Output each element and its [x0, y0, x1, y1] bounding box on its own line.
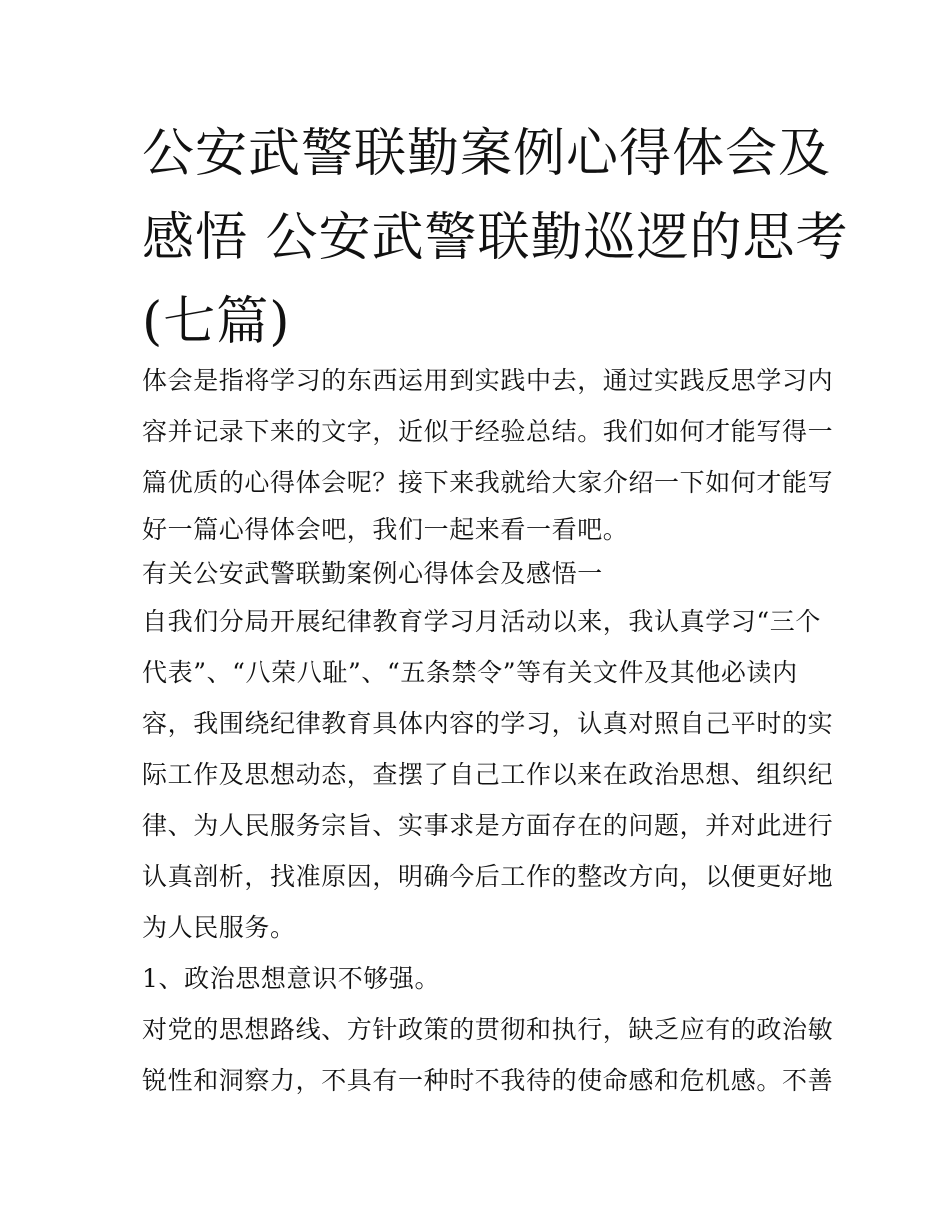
text-line: 好一篇心得体会吧，我们一起来看一看吧。 [142, 515, 629, 544]
text-line: 体会是指将学习的东西运用到实践中去，通过实践反思学习内 [142, 366, 834, 395]
title-line: 公安武警联勤案例心得体会及 [142, 124, 832, 184]
text-line: 自我们分局开展纪律教育学习月活动以来，我认真学习“三个 [142, 607, 821, 636]
paragraph [142, 1004, 834, 1106]
text-line: 认真剖析，找准原因，明确今后工作的整改方向，以便更好地 [142, 862, 834, 891]
paragraph [142, 596, 834, 953]
title-line: (七篇) [142, 292, 291, 352]
document-title [142, 112, 849, 364]
text-line: 为人民服务。 [142, 913, 296, 942]
text-line: 容并记录下来的文字，近似于经验总结。我们如何才能写得一 [142, 417, 834, 446]
intro-paragraph [142, 355, 834, 552]
text-line: 律、为人民服务宗旨、实事求是方面存在的问题，并对此进行 [142, 811, 834, 840]
title-line: 感悟 公安武警联勤巡逻的思考 [142, 208, 849, 268]
text-line: 代表”、“八荣八耻”、“五条禁令”等有关文件及其他必读内 [142, 658, 798, 687]
text-line: 容，我围绕纪律教育具体内容的学习，认真对照自己平时的实 [142, 709, 834, 738]
text-line: 对党的思想路线、方针政策的贯彻和执行，缺乏应有的政治敏 [142, 1015, 834, 1044]
item-heading: 1、政治思想意识不够强。 [142, 964, 441, 993]
text-line: 篇优质的心得体会呢？接下来我就给大家介绍一下如何才能写 [142, 468, 834, 497]
document-body [142, 355, 834, 1106]
section-heading: 有关公安武警联勤案例心得体会及感悟一 [142, 559, 603, 588]
text-line: 锐性和洞察力，不具有一种时不我待的使命感和危机感。不善 [142, 1066, 834, 1095]
text-line: 际工作及思想动态，查摆了自己工作以来在政治思想、组织纪 [142, 760, 834, 789]
